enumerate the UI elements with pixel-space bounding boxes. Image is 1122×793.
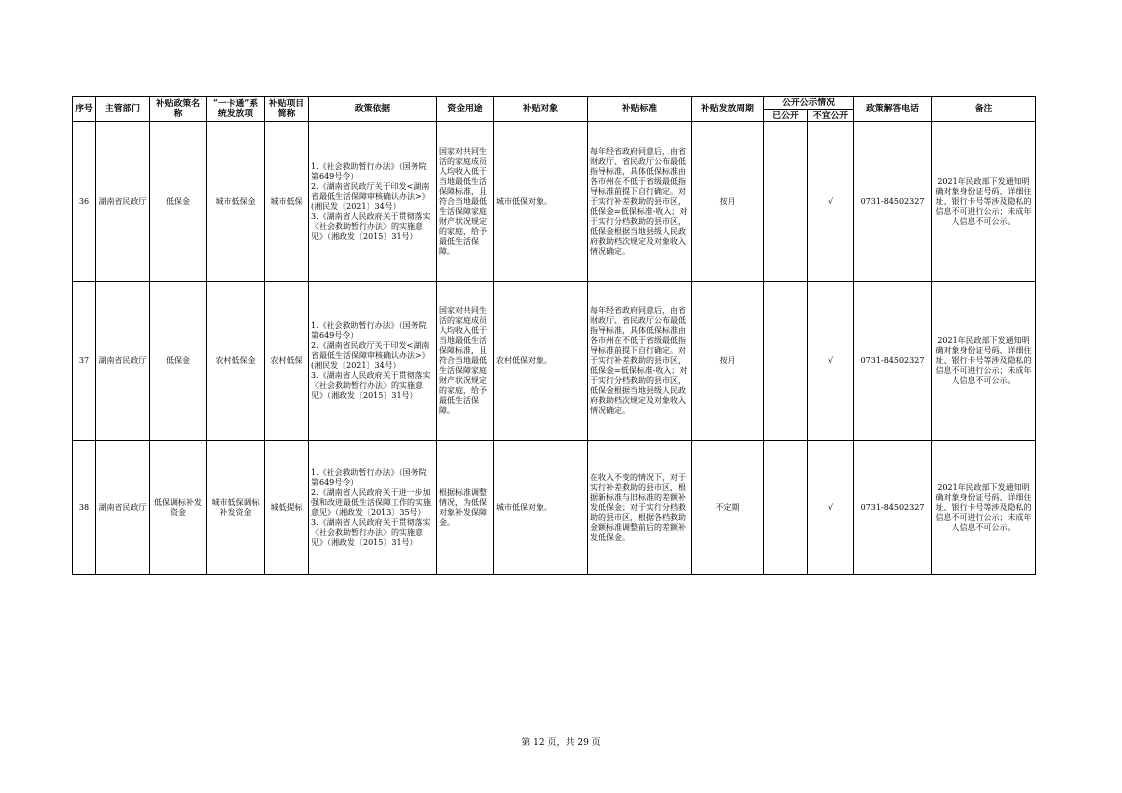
basis-item: 2.《湖南省民政厅关于印发<湖南省最低生活保障审核确认办法>》(湘民发〔2021〕34号）	[311, 181, 430, 211]
cell-cycle: 按月	[692, 122, 764, 282]
policy-table	[72, 96, 1036, 575]
cell-remark: 2021年民政部下发通知明确对象身份证号码、详细住址、银行卡号等涉及隐私的信息不可进行公示；未成年人信息不可公示。	[932, 441, 1036, 575]
cell-card-item: 城市低保金	[207, 122, 265, 282]
basis-item: 2.《湖南省人民政府关于进一步加强和改进最低生活保障工作的实施意见》（湘政发〔2013〕35号）	[311, 487, 431, 517]
cell-seq: 36	[73, 122, 96, 282]
cell-not-disclosed-check: √	[808, 441, 854, 575]
cell-target: 城市低保对象。	[494, 122, 588, 282]
header-remark: 备注	[932, 97, 1036, 122]
cell-not-disclosed-check: √	[808, 282, 854, 441]
cell-basis	[309, 282, 437, 441]
cell-short-name: 城低提标	[265, 441, 309, 575]
basis-item: 2.《湖南省民政厅关于印发<湖南省最低生活保障审核确认办法>》(湘民发〔2021〕34号）	[311, 341, 430, 370]
cell-policy-name: 低保金	[150, 282, 207, 441]
header-card-item: “一卡通”系统发放项	[207, 97, 265, 122]
cell-cycle: 不定期	[692, 441, 764, 575]
cell-basis	[309, 441, 437, 575]
header-phone: 政策解答电话	[854, 97, 932, 122]
basis-item: 1.《社会救助暂行办法》（国务院第649号令）	[311, 321, 427, 340]
cell-basis	[309, 122, 437, 282]
basis-item: 3.《湖南省人民政府关于贯彻落实〈社会救助暂行办法〉的实施意见》（湘政发〔2015〕31号）	[311, 371, 431, 400]
cell-fund-use: 国家对共同生活的家庭成员人均收入低于当地最低生活保障标准，且符合当地最低生活保障家庭财产状况规定的家庭，给予最低生活保障。	[437, 282, 494, 441]
cell-disclosed	[764, 441, 808, 575]
header-dept: 主管部门	[96, 97, 150, 122]
cell-phone: 0731-84502327	[854, 441, 932, 575]
cell-phone: 0731-84502327	[854, 122, 932, 282]
cell-seq: 37	[73, 282, 96, 441]
cell-fund-use: 根据标准调整情况，为低保对象补发保障金。	[437, 441, 494, 575]
header-standard: 补贴标准	[588, 97, 692, 122]
header-seq: 序号	[73, 97, 96, 122]
header-fund-use: 资金用途	[437, 97, 494, 122]
cell-seq: 38	[73, 441, 96, 575]
cell-card-item: 城市低保调标补发资金	[207, 441, 265, 575]
table-row	[73, 122, 1036, 282]
header-not-disclosed: 不宜公开	[808, 110, 854, 122]
cell-standard: 每年经省政府同意后，由省财政厅、省民政厅公布最低指导标准，具体低保标准由各市州在不低于省级最低指导标准前提下自行确定。对于实行补差救助的县市区，低保金=低保标准-收入；对于实行分档救助的县市区，低保金根据当地县级人民政府救助档次规定及对象收入情况确定。	[588, 282, 692, 441]
cell-target: 城市低保对象。	[494, 441, 588, 575]
cell-disclosed	[764, 282, 808, 441]
cell-short-name: 城市低保	[265, 122, 309, 282]
cell-card-item: 农村低保金	[207, 282, 265, 441]
cell-target: 农村低保对象。	[494, 282, 588, 441]
cell-remark: 2021年民政部下发通知明确对象身份证号码、详细住址、银行卡号等涉及隐私的信息不可进行公示；未成年人信息不可公示。	[932, 122, 1036, 282]
page-footer	[0, 735, 1122, 748]
header-disclosed: 已公开	[764, 110, 808, 122]
cell-standard: 在收入不变的情况下，对于实行补差救助的县市区，根据新标准与旧标准的差额补发低保金；对于实行分档救助的县市区，根据各档救助金额标准调整前后的差额补发低保金。	[588, 441, 692, 575]
table-row	[73, 441, 1036, 575]
basis-item: 3.《湖南省人民政府关于贯彻落实〈社会救助暂行办法〉的实施意见》（湘政发〔2015〕31号）	[311, 517, 431, 547]
cell-not-disclosed-check: √	[808, 122, 854, 282]
cell-dept: 湖南省民政厅	[96, 122, 150, 282]
page-number-label: 第 12 页，共 29 页	[521, 738, 601, 748]
cell-short-name: 农村低保	[265, 282, 309, 441]
cell-policy-name: 低保金	[150, 122, 207, 282]
cell-policy-name: 低保调标补发资金	[150, 441, 207, 575]
cell-phone: 0731-84502327	[854, 282, 932, 441]
basis-item: 1.《社会救助暂行办法》（国务院第649号令）	[311, 467, 427, 487]
cell-cycle: 按月	[692, 282, 764, 441]
header-target: 补贴对象	[494, 97, 588, 122]
cell-dept: 湖南省民政厅	[96, 282, 150, 441]
header-disclosure: 公开公示情况	[764, 97, 854, 110]
header-cycle: 补贴发放周期	[692, 97, 764, 122]
header-basis: 政策依据	[309, 97, 437, 122]
header-policy-name: 补贴政策名称	[150, 97, 207, 122]
cell-remark: 2021年民政部下发通知明确对象身份证号码、详细住址、银行卡号等涉及隐私的信息不可进行公示；未成年人信息不可公示。	[932, 282, 1036, 441]
header-short-name: 补贴项目简称	[265, 97, 309, 122]
basis-item: 3.《湖南省人民政府关于贯彻落实〈社会救助暂行办法〉的实施意见》（湘政发〔2015〕31号）	[311, 211, 431, 241]
cell-disclosed	[764, 122, 808, 282]
table-row	[73, 282, 1036, 441]
basis-item: 1.《社会救助暂行办法》（国务院第649号令）	[311, 161, 427, 181]
cell-fund-use: 国家对共同生活的家庭成员人均收入低于当地最低生活保障标准，且符合当地最低生活保障家庭财产状况规定的家庭，给予最低生活保障。	[437, 122, 494, 282]
cell-dept: 湖南省民政厅	[96, 441, 150, 575]
cell-standard: 每年经省政府同意后，由省财政厅、省民政厅公布最低指导标准，具体低保标准由各市州在不低于省级最低指导标准前提下自行确定。对于实行补差救助的县市区，低保金=低保标准-收入；对于实行分档救助的县市区，低保金根据当地县级人民政府救助档次规定及对象收入情况确定。	[588, 122, 692, 282]
